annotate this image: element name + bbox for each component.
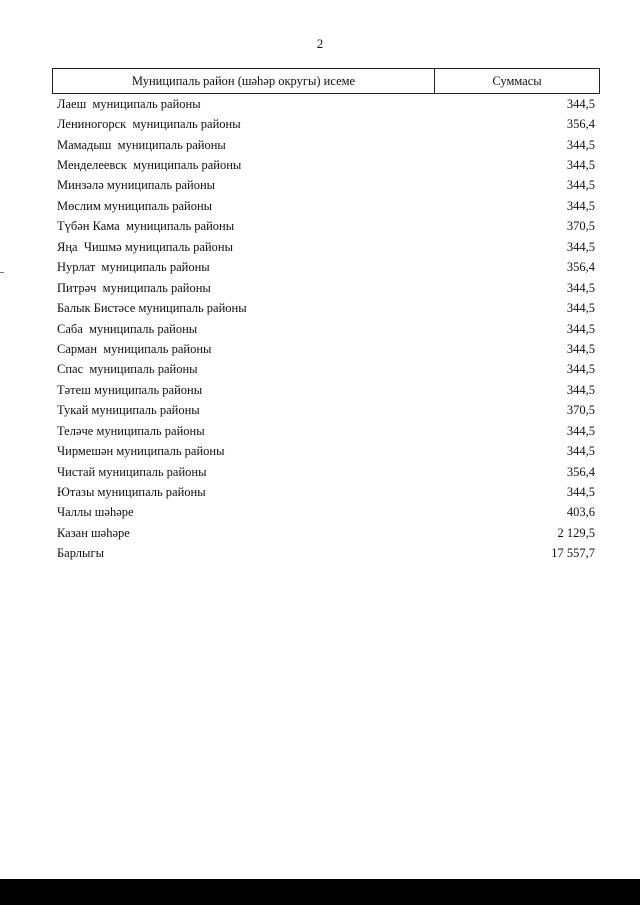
table-row bbox=[57, 176, 595, 196]
district-name: Лениногорск муниципаль районы bbox=[57, 117, 241, 132]
table-row bbox=[57, 339, 595, 359]
table-row bbox=[57, 421, 595, 441]
district-name: Яңа Чишмә муниципаль районы bbox=[57, 239, 234, 254]
table-row bbox=[57, 278, 595, 298]
amount-value: 344,5 bbox=[566, 239, 595, 254]
table-row bbox=[57, 319, 595, 339]
table-row bbox=[57, 401, 595, 421]
table-row bbox=[57, 217, 595, 237]
amount-value: 344,5 bbox=[566, 382, 595, 397]
table-row bbox=[57, 360, 595, 380]
district-name: Казан шәһәре bbox=[57, 525, 130, 540]
district-name: Питрәч муниципаль районы bbox=[57, 280, 211, 295]
amount-value: 356,4 bbox=[566, 260, 595, 275]
district-name: Теләче муниципаль районы bbox=[57, 423, 205, 438]
scan-border bbox=[0, 879, 640, 905]
amount-value: 344,5 bbox=[566, 485, 595, 500]
amount-value: 344,5 bbox=[566, 280, 595, 295]
district-name: Минзәлә муниципаль районы bbox=[57, 178, 216, 193]
table-row bbox=[57, 196, 595, 216]
amount-value: 344,5 bbox=[566, 158, 595, 173]
amount-value: 370,5 bbox=[566, 403, 595, 418]
table-row bbox=[57, 482, 595, 502]
amount-value: 356,4 bbox=[566, 464, 595, 479]
district-name: Мамадыш муниципаль районы bbox=[57, 137, 226, 152]
amount-value: 344,5 bbox=[566, 137, 595, 152]
table-row bbox=[57, 155, 595, 175]
district-name: Чаллы шәһәре bbox=[57, 505, 134, 520]
district-name: Балык Бистәсе муниципаль районы bbox=[57, 301, 247, 316]
district-name: Сарман муниципаль районы bbox=[57, 341, 212, 356]
column-header-name: Муниципаль район (шәһәр округы) исеме bbox=[53, 69, 435, 93]
district-name: Спас муниципаль районы bbox=[57, 362, 198, 377]
district-name: Тәтеш муниципаль районы bbox=[57, 382, 203, 397]
table-row bbox=[57, 544, 595, 564]
amount-value: 344,5 bbox=[566, 362, 595, 377]
table-row bbox=[57, 114, 595, 134]
district-name: Менделеевск муниципаль районы bbox=[57, 158, 242, 173]
amount-value: 17 557,7 bbox=[551, 546, 595, 561]
amount-value: 344,5 bbox=[566, 178, 595, 193]
amount-value: 344,5 bbox=[566, 423, 595, 438]
table-row bbox=[57, 523, 595, 543]
amount-value: 370,5 bbox=[566, 219, 595, 234]
district-name: Тукай муниципаль районы bbox=[57, 403, 200, 418]
district-name: Барлыгы bbox=[57, 546, 104, 561]
table-row bbox=[57, 298, 595, 318]
page-number: 2 bbox=[316, 36, 324, 51]
amount-value: 403,6 bbox=[566, 505, 595, 520]
amount-value: 344,5 bbox=[566, 321, 595, 336]
column-header-sum: Суммасы bbox=[492, 73, 542, 88]
amount-value: 356,4 bbox=[566, 117, 595, 132]
amount-value: 344,5 bbox=[566, 341, 595, 356]
district-name: Ютазы муниципаль районы bbox=[57, 485, 206, 500]
table-row bbox=[57, 503, 595, 523]
district-name: Чистай муниципаль районы bbox=[57, 464, 207, 479]
amount-value: 344,5 bbox=[566, 198, 595, 213]
amount-value: 344,5 bbox=[566, 301, 595, 316]
district-name: Түбән Кама муниципаль районы bbox=[57, 219, 235, 234]
district-name: Лаеш муниципаль районы bbox=[57, 96, 201, 111]
table-row bbox=[57, 462, 595, 482]
amount-value: 2 129,5 bbox=[557, 525, 595, 540]
amount-value: 344,5 bbox=[566, 444, 595, 459]
table-row bbox=[57, 380, 595, 400]
scan-artifact-mark bbox=[0, 272, 4, 273]
table-body bbox=[57, 94, 595, 564]
table-row bbox=[57, 441, 595, 461]
table-row bbox=[57, 237, 595, 257]
table-row bbox=[57, 135, 595, 155]
amount-value: 344,5 bbox=[566, 96, 595, 111]
district-name: Чирмешән муниципаль районы bbox=[57, 444, 225, 459]
district-name: Нурлат муниципаль районы bbox=[57, 260, 210, 275]
district-name: Мөслим муниципаль районы bbox=[57, 198, 213, 213]
district-name: Саба муниципаль районы bbox=[57, 321, 198, 336]
table-row bbox=[57, 258, 595, 278]
table-header bbox=[52, 68, 600, 94]
table-row bbox=[57, 94, 595, 114]
